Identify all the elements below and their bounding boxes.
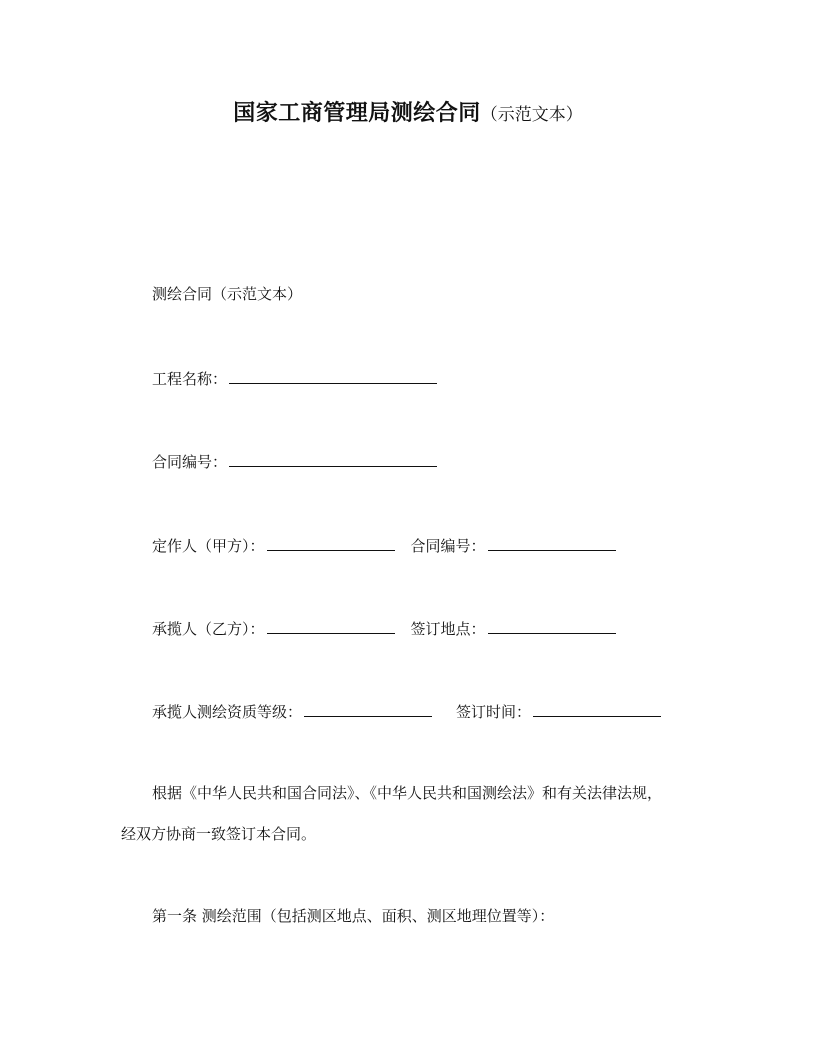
qualification-label: 承揽人测绘资质等级： bbox=[152, 703, 303, 721]
contract-no-blank[interactable] bbox=[229, 451, 437, 467]
contract-no-label-2: 合同编号： bbox=[410, 537, 486, 555]
document-title-sub: （示范文本） bbox=[480, 105, 583, 125]
project-name-blank[interactable] bbox=[229, 368, 437, 384]
contract-heading: 测绘合同（示范文本） bbox=[152, 285, 303, 303]
body-paragraph-line-1: 根据《中华人民共和国合同法》、《中华人民共和国测绘法》和有关法律法规， bbox=[152, 784, 663, 802]
qualification-row bbox=[152, 701, 661, 722]
party-b-label: 承揽人（乙方）： bbox=[152, 620, 265, 638]
article-1-heading: 第一条 测绘范围（包括测区地点、面积、测区地理位置等）： bbox=[152, 907, 555, 925]
sign-place-blank[interactable] bbox=[488, 618, 616, 634]
party-a-row bbox=[152, 535, 616, 556]
party-b-blank[interactable] bbox=[267, 618, 395, 634]
party-a-label: 定作人（甲方）： bbox=[152, 537, 265, 555]
project-name-row bbox=[152, 368, 437, 389]
contract-no-blank-2[interactable] bbox=[488, 535, 616, 551]
sign-time-blank[interactable] bbox=[533, 701, 661, 717]
contract-no-row bbox=[152, 451, 437, 472]
body-paragraph-line-2: 经双方协商一致签订本合同。 bbox=[121, 825, 317, 843]
sign-place-label: 签订地点： bbox=[410, 620, 486, 638]
qualification-blank[interactable] bbox=[304, 701, 432, 717]
party-b-row bbox=[152, 618, 616, 639]
party-a-blank[interactable] bbox=[267, 535, 395, 551]
sign-time-label: 签订时间： bbox=[456, 703, 532, 721]
document-title-main: 国家工商管理局测绘合同 bbox=[233, 101, 481, 126]
document-title bbox=[0, 96, 816, 127]
contract-no-label: 合同编号： bbox=[152, 453, 228, 471]
project-name-label: 工程名称： bbox=[152, 370, 228, 388]
